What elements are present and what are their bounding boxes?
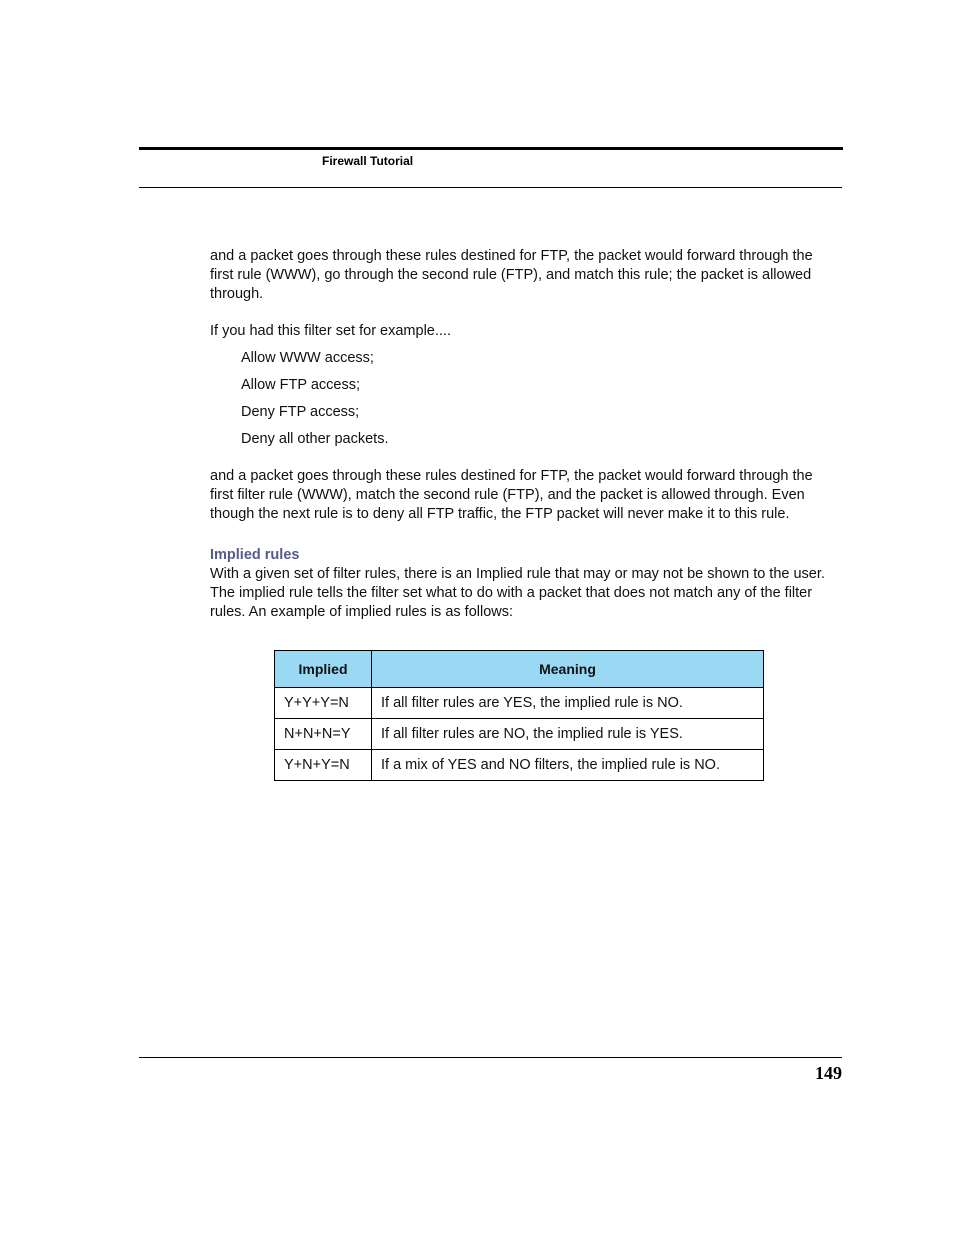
body-paragraph: and a packet goes through these rules destined for FTP, the packet would forward through the first filter rule (WWW), match the second rule (FTP), and the packet is allowed through. Even though the next rule is to deny all FTP traffic, the FTP packet will never make it to this rule. — [210, 468, 813, 522]
body-paragraph: With a given set of filter rules, there is an Implied rule that may or may not be shown to the user. The implied rule tells the filter set what to do with a packet that does not match any of the filter rules. An example of implied rules is as follows: — [210, 566, 825, 620]
filter-rule-item: Allow FTP access; — [241, 377, 360, 393]
section-heading: Implied rules — [210, 547, 300, 563]
body-paragraph: If you had this filter set for example.... — [210, 323, 451, 339]
table-row — [275, 750, 764, 781]
table-cell-meaning: If all filter rules are YES, the implied rule is NO. — [372, 688, 764, 719]
table-cell-implied: Y+Y+Y=N — [275, 688, 372, 719]
column-header-meaning: Meaning — [372, 651, 764, 688]
implied-rules-table — [274, 650, 764, 781]
filter-rule-item: Deny FTP access; — [241, 404, 360, 420]
table-header-row — [275, 651, 764, 688]
table-cell-meaning: If a mix of YES and NO filters, the implied rule is NO. — [372, 750, 764, 781]
running-header-title: Firewall Tutorial — [322, 154, 414, 168]
filter-rule-item: Allow WWW access; — [241, 350, 374, 366]
table-row — [275, 719, 764, 750]
footer-rule — [139, 1057, 842, 1058]
column-header-implied: Implied — [275, 651, 372, 688]
table-cell-meaning: If all filter rules are NO, the implied rule is YES. — [372, 719, 764, 750]
header-rule-bottom — [139, 187, 842, 188]
body-paragraph: and a packet goes through these rules destined for FTP, the packet would forward through the first rule (WWW), go through the second rule (FTP), and match this rule; the packet is allowed through. — [210, 248, 813, 302]
table-cell-implied: N+N+N=Y — [275, 719, 372, 750]
page-number: 149 — [815, 1063, 842, 1083]
filter-rule-list — [241, 349, 828, 449]
header-rule-top — [139, 147, 843, 150]
table-cell-implied: Y+N+Y=N — [275, 750, 372, 781]
filter-rule-item: Deny all other packets. — [241, 431, 389, 447]
table-row — [275, 688, 764, 719]
page-content — [210, 247, 828, 631]
